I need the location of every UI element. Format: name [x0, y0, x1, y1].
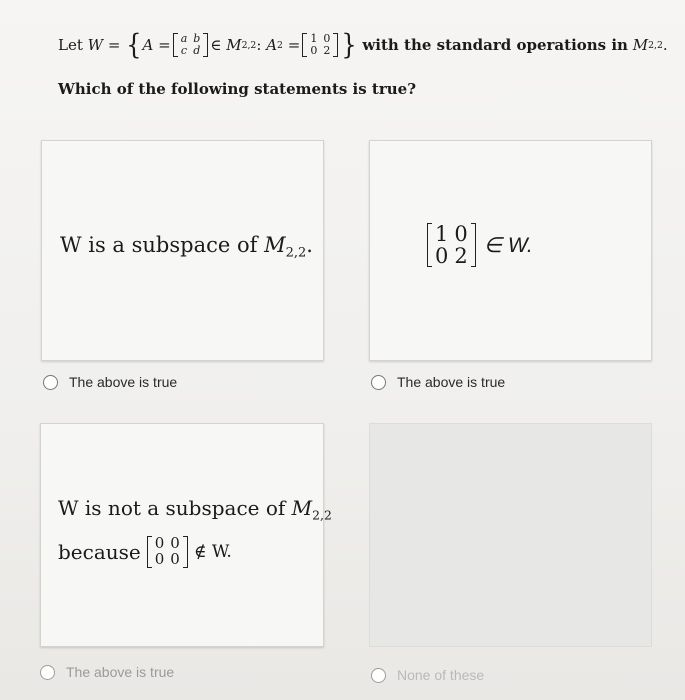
option-3-subscript: 2,2: [312, 507, 332, 523]
matrix-entry: 0: [323, 32, 331, 46]
option-4-radio[interactable]: [371, 667, 484, 683]
option-card-3[interactable]: [40, 423, 332, 647]
let-label: Let: [58, 36, 83, 54]
option-3-radio[interactable]: [40, 664, 174, 680]
option-card-1[interactable]: [41, 140, 324, 361]
target-matrix: [302, 33, 338, 56]
option-3-because: because: [58, 539, 141, 564]
radio-circle-icon[interactable]: [371, 375, 386, 390]
option-1-statement: [60, 233, 313, 261]
A-squared-exponent: 2: [277, 39, 283, 51]
equals-sign: =: [107, 36, 121, 54]
matrix-entry: 0: [435, 244, 449, 269]
equals-sign-2: =: [158, 36, 171, 54]
option-3-text: W is not a subspace of: [58, 496, 292, 520]
option-3-line-1: [58, 496, 332, 522]
space-M-subscript: 2,2: [241, 39, 257, 51]
option-4-radio-label: None of these: [397, 667, 485, 683]
right-brace-icon: }: [341, 28, 357, 62]
colon: :: [256, 36, 262, 54]
matrix-entry: 2: [323, 44, 331, 57]
option-1-radio-label: The above is true: [69, 374, 178, 390]
option-card-4[interactable]: [369, 423, 652, 647]
radio-circle-icon[interactable]: [40, 665, 55, 680]
matrix-entry: 0: [170, 549, 180, 568]
matrix-entry: d: [193, 44, 201, 57]
left-brace-icon: {: [126, 28, 142, 62]
matrix-entry: 0: [154, 534, 165, 552]
standard-operations-text: with the standard operations in: [362, 36, 628, 54]
matrix-entry: a: [180, 32, 188, 46]
option-2-radio-label: The above is true: [397, 374, 506, 390]
option-1-radio[interactable]: [43, 374, 177, 390]
option-1-subscript: 2,2: [285, 245, 307, 261]
option-2-element-text: ∈ W.: [483, 233, 533, 257]
option-1-period: .: [306, 233, 313, 257]
matrix-entry: 0: [154, 549, 165, 568]
matrix-entry: 0: [170, 534, 180, 552]
question-definition: [58, 28, 668, 62]
option-1-text: W is a subspace of: [60, 233, 265, 257]
question-prompt: Which of the following statements is true?: [58, 80, 416, 98]
element-of-symbol: ∈: [210, 36, 222, 54]
set-name-W: W: [87, 36, 104, 54]
general-matrix: [173, 33, 209, 56]
option-card-2[interactable]: [369, 140, 652, 361]
matrix-entry: 0: [310, 44, 318, 57]
radio-circle-icon[interactable]: [43, 375, 58, 390]
matrix-A-label: A: [142, 36, 154, 54]
option-2-radio[interactable]: [371, 374, 505, 390]
matrix-entry: 2: [454, 244, 468, 269]
option-3-radio-label: The above is true: [66, 664, 175, 680]
option-3-not-element-text: ∉ W.: [193, 541, 232, 562]
option-1-space-M: M: [264, 233, 286, 257]
option-3-zero-matrix: [147, 536, 188, 568]
suffix-space-subscript: 2,2: [648, 39, 663, 51]
matrix-entry: 1: [310, 32, 318, 46]
option-2-matrix: [427, 223, 476, 267]
matrix-entry: 0: [454, 222, 468, 246]
option-3-line-2: [58, 536, 232, 568]
matrix-entry: 1: [435, 222, 449, 246]
matrix-entry: c: [180, 44, 188, 57]
suffix-space-M: M: [632, 36, 649, 54]
equals-sign-3: =: [287, 36, 301, 54]
question-period: .: [662, 36, 668, 54]
A-squared-base: A: [266, 36, 278, 54]
option-3-space-M: M: [291, 496, 313, 520]
option-2-statement: [425, 223, 533, 267]
matrix-entry: b: [193, 32, 201, 46]
space-M: M: [226, 36, 242, 54]
radio-circle-icon[interactable]: [371, 668, 386, 683]
